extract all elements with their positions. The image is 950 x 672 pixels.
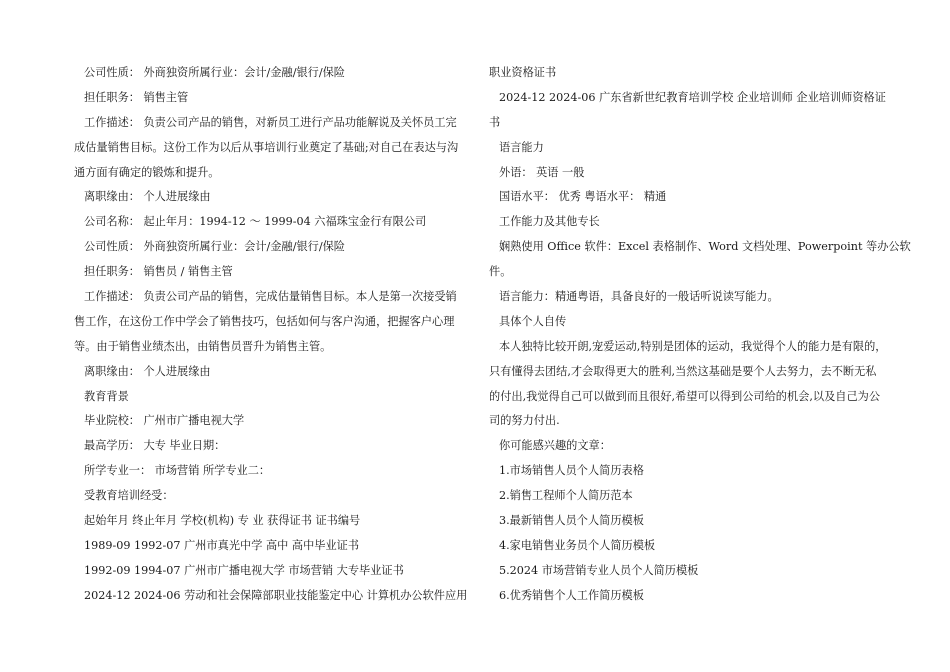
text-line: 2024-12 2024-06 广东省新世纪教育培训学校 企业培训师 企业培训师资格证 <box>499 90 886 104</box>
text-line: 受教育培训经受： <box>84 489 174 503</box>
text-line: 国语水平： 优秀 粤语水平： 精通 <box>499 190 667 204</box>
text-line: 3.最新销售人员个人简历模板 <box>499 514 644 528</box>
text-line: 公司名称： 起止年月：1994-12 ～ 1999-04 六福珠宝金行有限公司 <box>84 215 427 229</box>
text-line: 工作描述： 负责公司产品的销售，完成估量销售目标。本人是第一次接受销 <box>84 290 457 304</box>
text-line: 2.销售工程师个人简历范本 <box>499 489 633 503</box>
text-line: 等。由于销售业绩杰出，由销售员晋升为销售主管。 <box>74 339 332 353</box>
text-line: 1989-09 1992-07 广州市真光中学 高中 高中毕业证书 <box>84 538 360 552</box>
text-line: 本人独特比较开朗,宠爱运动,特别是团体的运动，我觉得个人的能力是有限的， <box>499 339 887 353</box>
text-line: 只有懂得去团结,才会取得更大的胜利,当然这基础是要个人去努力，去不断无私 <box>489 364 877 378</box>
text-line: 语言能力：精通粤语，具备良好的一般话听说读写能力。 <box>499 290 779 304</box>
text-line: 职业资格证书 <box>489 66 557 79</box>
text-line: 离职缘由： 个人进展缘由 <box>84 364 211 378</box>
text-line: 教育背景 <box>84 389 129 403</box>
text-line: 成估量销售目标。这份工作为以后从事培训行业奠定了基础;对自己在表达与沟 <box>74 140 459 154</box>
text-line: 1.市场销售人员个人简历表格 <box>499 464 644 478</box>
text-line: 书 <box>489 115 501 129</box>
text-line: 的付出,我觉得自己可以做到而且很好,希望可以得到公司给的机会,以及自己为公 <box>489 389 881 403</box>
left-column <box>74 61 466 609</box>
text-line: 语言能力 <box>499 140 544 154</box>
text-line: 通方面有确定的锻炼和提升。 <box>74 165 220 179</box>
text-line: 毕业院校： 广州市广播电视大学 <box>84 414 245 428</box>
text-line: 外语： 英语 一般 <box>499 165 585 179</box>
text-line: 公司性质： 外商独资所属行业：会计/金融/银行/保险 <box>84 240 345 254</box>
text-line: 最高学历： 大专 毕业日期： <box>84 439 226 453</box>
text-line: 担任职务： 销售主管 <box>84 90 189 104</box>
text-line: 1992-09 1994-07 广州市广播电视大学 市场营销 大专毕业证书 <box>84 563 404 577</box>
text-line: 件。 <box>489 265 512 279</box>
text-line: 具体个人自传 <box>499 314 567 328</box>
text-line: 娴熟使用 Office 软件：Excel 表格制作、Word 文档处理、Powerpoint 等办公软 <box>499 240 911 254</box>
text-line: 你可能感兴趣的文章： <box>499 439 611 453</box>
text-line: 公司性质： 外商独资所属行业：会计/金融/银行/保险 <box>84 66 345 79</box>
text-line: 售工作，在这份工作中学会了销售技巧，包括如何与客户沟通，把握客户心理 <box>74 314 455 328</box>
text-line: 4.家电销售业务员个人简历模板 <box>499 538 656 552</box>
text-line: 工作描述： 负责公司产品的销售，对新员工进行产品功能解说及关怀员工完 <box>84 115 457 129</box>
text-line: 离职缘由： 个人进展缘由 <box>84 190 211 204</box>
text-line: 工作能力及其他专长 <box>499 215 600 229</box>
text-line: 司的努力付出. <box>489 414 560 428</box>
text-line: 5.2024 市场营销专业人员个人简历模板 <box>499 563 699 577</box>
text-line: 所学专业一： 市场营销 所学专业二： <box>84 464 271 478</box>
text-line: 2024-12 2024-06 劳动和社会保障部职业技能鉴定中心 计算机办公软件应用 <box>84 588 468 602</box>
right-column <box>489 61 911 609</box>
text-line: 担任职务： 销售员 / 销售主管 <box>84 265 233 279</box>
text-line: 起始年月 终止年月 学校(机构) 专 业 获得证书 证书编号 <box>84 514 361 528</box>
text-line: 6.优秀销售个人工作简历模板 <box>499 588 644 602</box>
